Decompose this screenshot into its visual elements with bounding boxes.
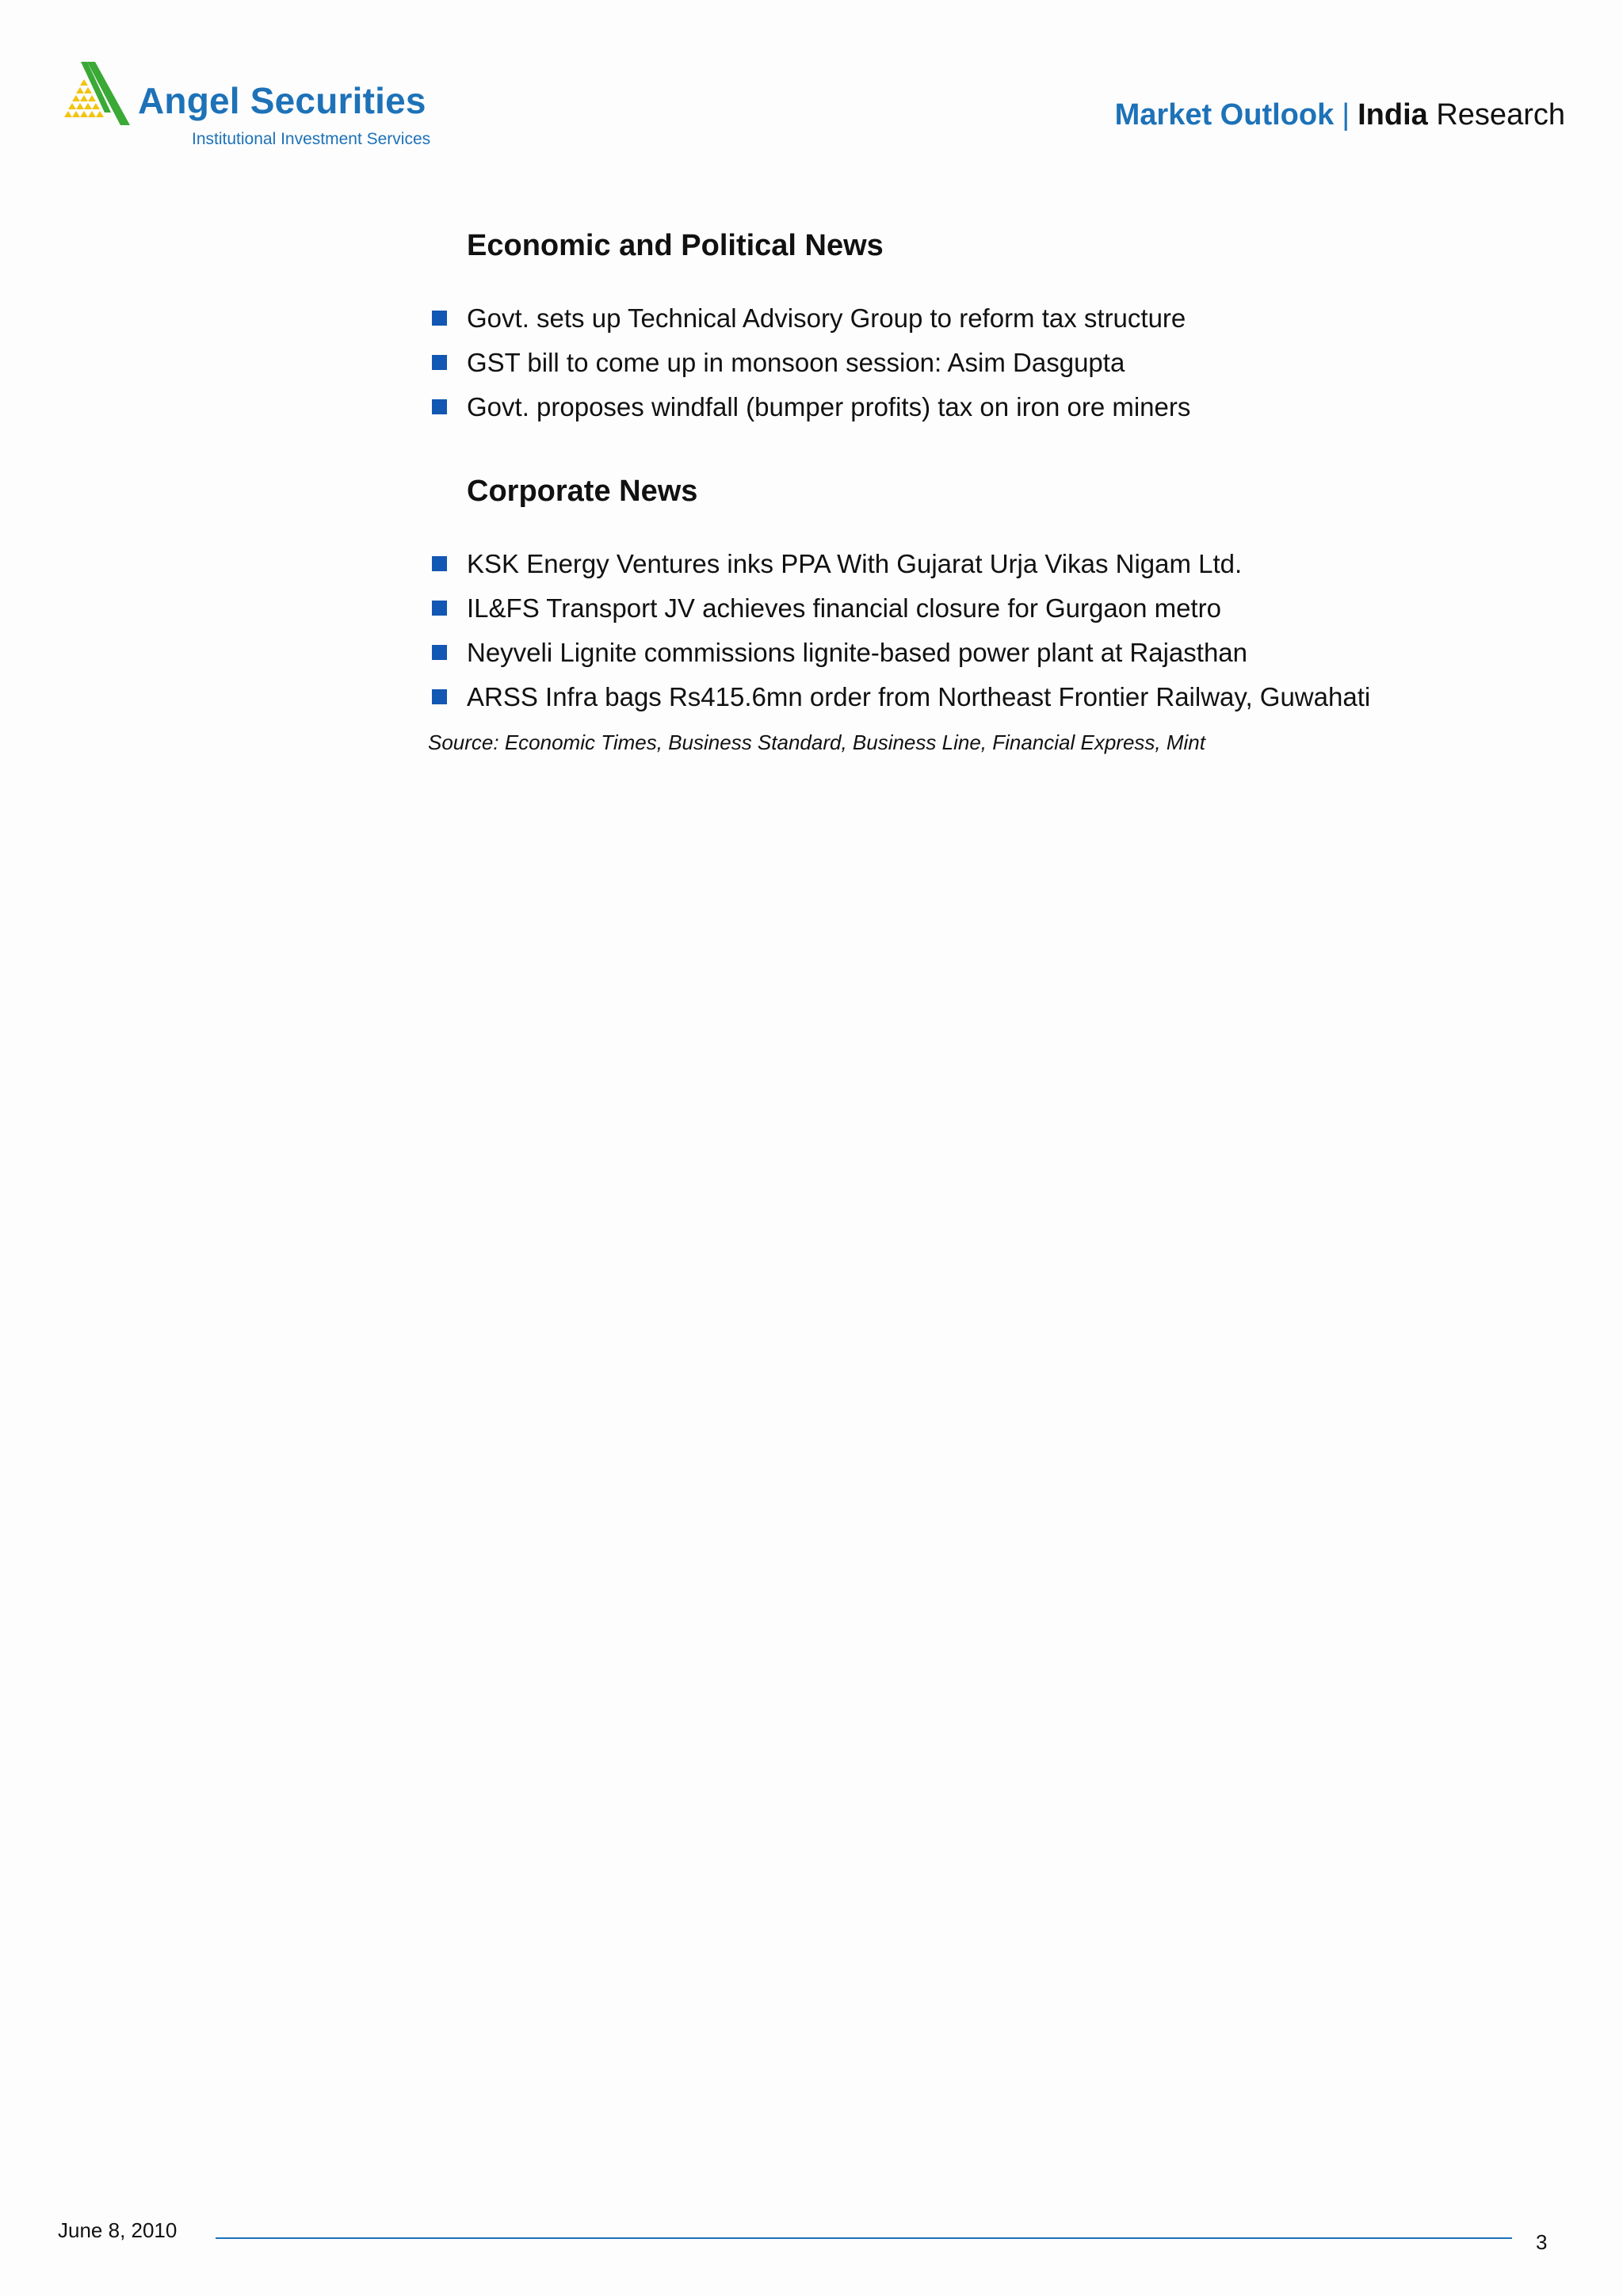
list-item	[428, 296, 1537, 341]
news-headline: Govt. proposes windfall (bumper profits) tax on iron ore miners	[467, 391, 1191, 421]
bullet-square-icon	[432, 311, 447, 326]
footer-date: June 8, 2010	[58, 2218, 178, 2242]
news-headline: GST bill to come up in monsoon session: Asim Dasgupta	[467, 347, 1125, 377]
section-title-economic-political: Economic and Political News	[467, 229, 884, 262]
angel-triangle-logo-icon	[63, 62, 130, 125]
economic-political-news-list	[428, 296, 1537, 429]
list-item	[428, 631, 1537, 675]
company-name: Angel Securities	[138, 80, 426, 121]
report-type: Market Outlook	[1114, 98, 1335, 132]
bullet-square-icon	[432, 601, 447, 616]
news-headline: IL&FS Transport JV achieves financial closure for Gurgaon metro	[467, 593, 1221, 623]
section-title-corporate: Corporate News	[467, 474, 698, 508]
report-header	[1115, 100, 1565, 130]
corporate-news-list	[428, 542, 1537, 719]
list-item	[428, 542, 1537, 586]
news-headline: ARSS Infra bags Rs415.6mn order from Northeast Frontier Railway, Guwahati	[467, 681, 1371, 711]
company-logo	[63, 62, 460, 151]
report-region: India	[1358, 98, 1428, 132]
main-content	[428, 230, 1537, 755]
list-item	[428, 586, 1537, 631]
news-headline: Neyveli Lignite commissions lignite-based power plant at Rajasthan	[467, 637, 1248, 667]
report-research-label: Research	[1436, 98, 1565, 132]
list-item	[428, 675, 1537, 719]
bullet-square-icon	[432, 355, 447, 370]
footer-divider	[216, 2237, 1512, 2239]
list-item	[428, 385, 1537, 429]
bullet-square-icon	[432, 645, 447, 660]
source-note: Source: Economic Times, Business Standard, Business Line, Financial Express, Mint	[428, 730, 1205, 754]
page-number: 3	[1536, 2230, 1548, 2254]
list-item	[428, 341, 1537, 385]
bullet-square-icon	[432, 399, 447, 414]
bullet-square-icon	[432, 689, 447, 704]
news-headline: Govt. sets up Technical Advisory Group to reform tax structure	[467, 303, 1186, 333]
bullet-square-icon	[432, 556, 447, 571]
header-separator: |	[1342, 98, 1350, 132]
company-tagline: Institutional Investment Services	[192, 130, 431, 148]
news-headline: KSK Energy Ventures inks PPA With Gujarat Urja Vikas Nigam Ltd.	[467, 548, 1243, 578]
